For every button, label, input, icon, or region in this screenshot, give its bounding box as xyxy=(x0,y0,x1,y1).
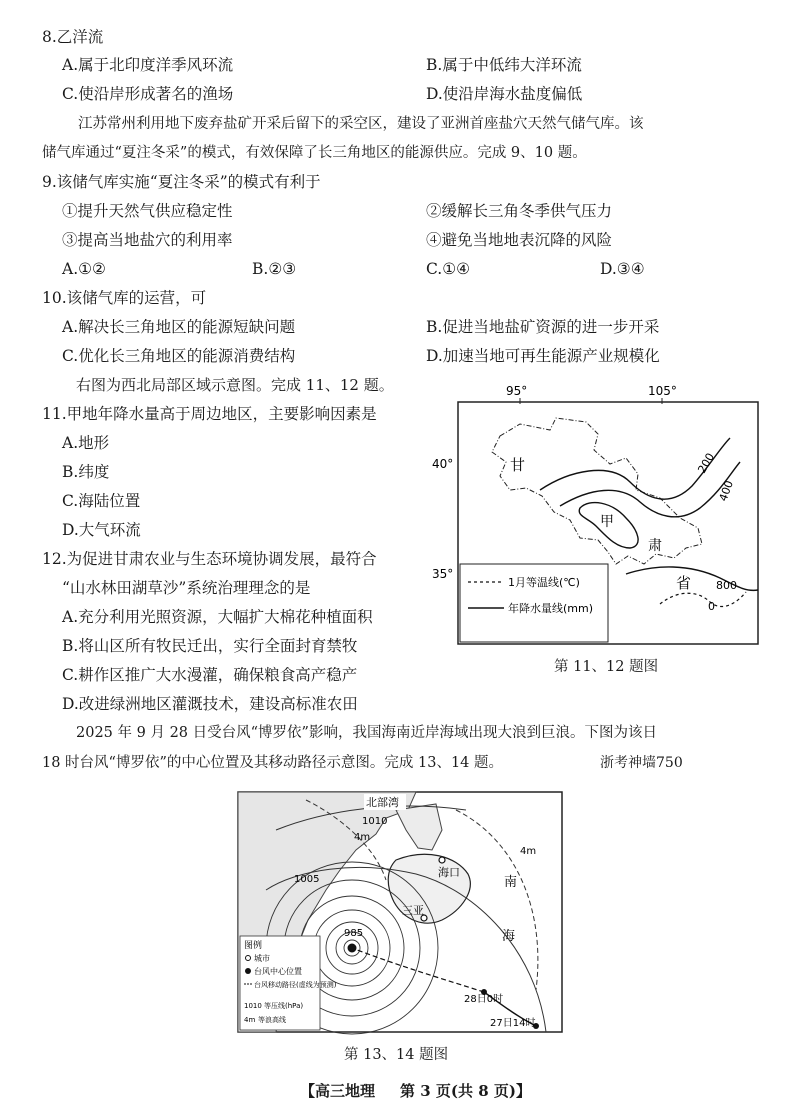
q10-option-a: A.解决长三角地区的能源短缺问题 xyxy=(62,318,296,336)
q8-option-a: A.属于北印度洋季风环流 xyxy=(62,56,234,74)
q9-item-4: ④避免当地地表沉降的风险 xyxy=(426,231,613,249)
q11-option-a: A.地形 xyxy=(62,434,110,452)
city-haikou-icon xyxy=(439,857,445,863)
place-label-jia: 甲 xyxy=(600,514,614,530)
legend-item-track: 台风移动路径(虚线为预测) xyxy=(254,981,337,989)
track-label-28d0h: 28日0时 xyxy=(464,994,504,1005)
map1-caption: 第 11、12 题图 xyxy=(554,659,659,675)
intro-13-14-line2: 18 时台风“博罗依”的中心位置及其移动路径示意图。完成 13、14 题。 xyxy=(42,755,504,771)
watermark: 浙考神墙750 xyxy=(600,755,683,771)
q9-item-1: ①提升天然气供应稳定性 xyxy=(62,202,233,220)
q9-stem: 9.该储气库实施“夏注冬采”的模式有利于 xyxy=(42,173,321,191)
legend-label-isoline: 年降水量线(mm) xyxy=(508,602,594,615)
legend-code-wave: 4m xyxy=(244,1016,256,1024)
q11-stem: 11.甲地年降水量高于周边地区，主要影响因素是 xyxy=(42,405,377,423)
northwest-region-map xyxy=(430,378,760,690)
q12-stem-line2: “山水林田湖草沙”系统治理理念的是 xyxy=(62,579,311,597)
q10-option-c: C.优化长三角地区的能源消费结构 xyxy=(62,347,296,365)
q8-option-d: D.使沿岸海水盐度偏低 xyxy=(426,85,583,103)
legend-item-typhoon-center: 台风中心位置 xyxy=(254,967,302,976)
q11-option-c: C.海陆位置 xyxy=(62,492,141,510)
q9-option-d: D.③④ xyxy=(600,260,645,278)
isoline-label-200: 200 xyxy=(695,450,718,476)
footer-subject: 【高三地理 xyxy=(300,1082,376,1100)
intro-9-10-line2: 储气库通过“夏注冬采”的模式，有效保障了长三角地区的能源供应。完成 9、10 题。 xyxy=(42,145,587,161)
q12-option-d: D.改进绿洲地区灌溉技术，建设高标准农田 xyxy=(62,695,358,713)
lat-label-40: 40° xyxy=(432,457,454,471)
city-label-haikou: 海口 xyxy=(438,866,460,879)
q9-item-3: ③提高当地盐穴的利用率 xyxy=(62,231,233,249)
sea-char-hai: 海 xyxy=(502,929,516,944)
q8-stem: 8.乙洋流 xyxy=(42,28,104,46)
legend-item-wave: 等浪高线 xyxy=(258,1016,286,1024)
lat-label-35: 35° xyxy=(432,567,454,581)
isobar-label-1005: 1005 xyxy=(294,874,320,885)
lon-label-95: 95° xyxy=(506,384,528,398)
province-char-gan: 甘 xyxy=(510,456,526,474)
q8-option-c: C.使沿岸形成著名的渔场 xyxy=(62,85,234,103)
q8-option-b: B.属于中低纬大洋环流 xyxy=(426,56,582,74)
q10-option-b: B.促进当地盐矿资源的进一步开采 xyxy=(426,318,660,336)
legend-city-icon xyxy=(246,956,251,961)
q9-option-b: B.②③ xyxy=(252,260,297,278)
track-label-27d14h: 27日14时 xyxy=(490,1018,536,1029)
q10-option-d: D.加速当地可再生能源产业规模化 xyxy=(426,347,660,365)
map2-caption: 第 13、14 题图 xyxy=(344,1047,449,1063)
typhoon-center-icon xyxy=(348,944,356,952)
wave-label-west: 4m xyxy=(354,832,371,843)
isoline-label-400: 400 xyxy=(716,478,737,504)
legend-item-isobar: 等压线(hPa) xyxy=(264,1002,304,1010)
intro-11-12: 右图为西北局部区域示意图。完成 11、12 题。 xyxy=(76,376,394,394)
q12-option-b: B.将山区所有牧民迁出，实行全面封育禁牧 xyxy=(62,637,358,655)
province-char-su: 肃 xyxy=(648,538,662,554)
q9-option-a: A.①② xyxy=(62,260,106,278)
typhoon-map xyxy=(236,790,566,1036)
typhoon-legend-title: 图例 xyxy=(244,941,263,951)
legend-label-isotherm: 1月等温线(℃) xyxy=(508,576,580,589)
legend-typhoon-center-icon xyxy=(245,968,251,974)
sea-char-nan: 南 xyxy=(504,875,518,890)
q9-item-2: ②缓解长三角冬季供气压力 xyxy=(426,202,613,220)
isobar-label-985: 985 xyxy=(344,928,364,939)
q12-option-c: C.耕作区推广大水漫灌，确保粮食高产稳产 xyxy=(62,666,358,684)
lon-label-105: 105° xyxy=(648,384,677,398)
isoline-label-800: 800 xyxy=(716,579,737,592)
legend-item-city: 城市 xyxy=(254,954,270,963)
q11-option-b: B.纬度 xyxy=(62,463,110,481)
q10-stem: 10.该储气库的运营，可 xyxy=(42,289,207,307)
province-char-sheng: 省 xyxy=(676,574,692,592)
q12-stem-line1: 12.为促进甘肃农业与生态环境协调发展，最符合 xyxy=(42,550,377,568)
gulf-label: 北部湾 xyxy=(366,796,399,809)
isobar-label-1010: 1010 xyxy=(362,816,388,827)
intro-13-14-line1: 2025 年 9 月 28 日受台风“博罗依”影响，我国海南近岸海域出现大浪到巨浪。下图为该日 xyxy=(76,725,657,741)
q12-option-a: A.充分利用光照资源，大幅扩大棉花种植面积 xyxy=(62,608,373,626)
q11-option-d: D.大气环流 xyxy=(62,521,141,539)
legend-code-isobar: 1010 xyxy=(244,1002,262,1010)
footer-page: 第 3 页(共 8 页)】 xyxy=(400,1082,531,1100)
city-label-sanya: 三亚 xyxy=(402,904,424,917)
q9-option-c: C.①④ xyxy=(426,260,471,278)
intro-9-10-line1: 江苏常州利用地下废弃盐矿开采后留下的采空区，建设了亚洲首座盐穴天然气储气库。该 xyxy=(78,116,644,132)
wave-label-east: 4m xyxy=(520,846,537,857)
isotherm-label-0: 0 xyxy=(708,600,715,613)
